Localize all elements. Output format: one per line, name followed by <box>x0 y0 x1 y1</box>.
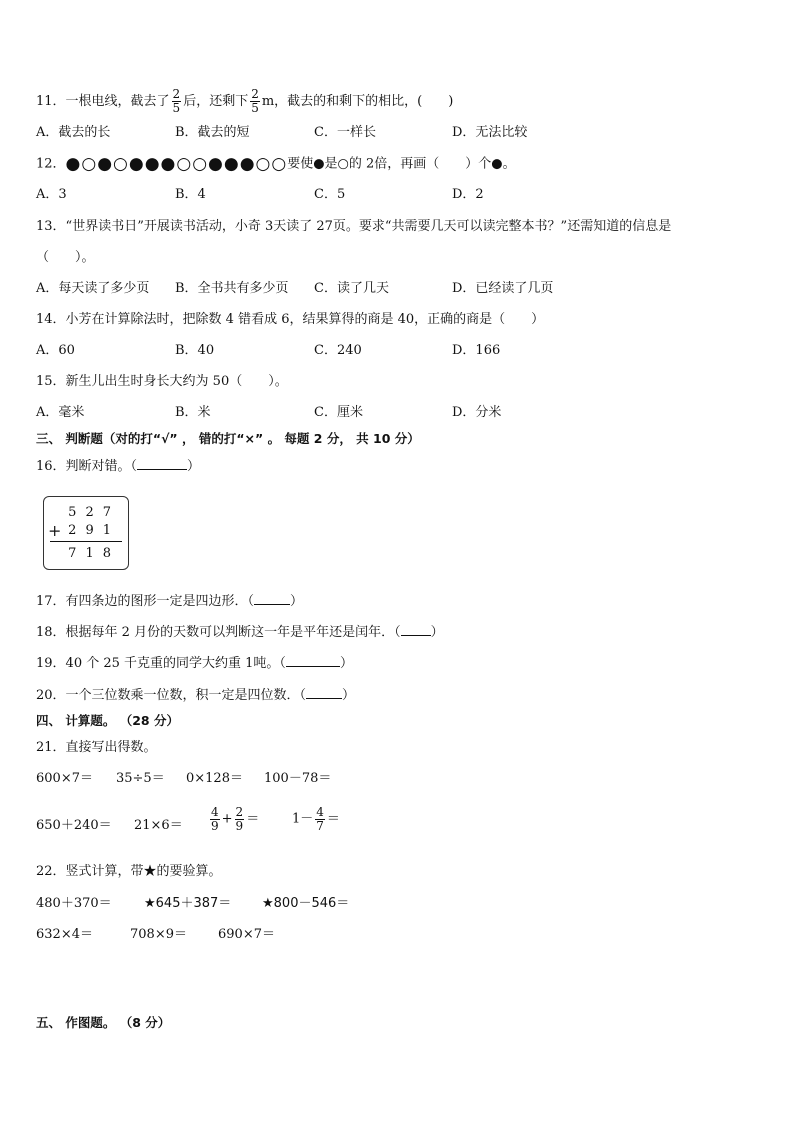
option-c[interactable]: C．5 <box>314 187 346 202</box>
addend-1: 527 <box>68 505 120 520</box>
answer-blank[interactable] <box>286 654 340 667</box>
section-heading-4: 四、 计算题。 （28 分） <box>36 713 179 728</box>
option-b[interactable]: B．40 <box>175 343 215 358</box>
question-12: 12．●○●○●●●○○●●●○○要使●是○的 2倍，再画（ ）个●。 <box>36 154 516 174</box>
option-a[interactable]: A．60 <box>36 343 75 358</box>
question-18: 18．根据每年 2 月份的天数可以判断这一年是平年还是闰年．（ ） <box>36 625 444 640</box>
calc-item-fraction-diff[interactable]: 1－ $\frac{4}{7}$ ＝ <box>292 805 340 833</box>
option-c[interactable]: C．读了几天 <box>314 281 389 296</box>
option-d[interactable]: D．已经读了几页 <box>452 281 554 296</box>
question-13: 13．“世界读书日”开展读书活动，小奇 3天读了 27页。要求“共需要几天可以读完整本书？”还需知道的信息是 <box>36 219 672 234</box>
question-20: 20．一个三位数乘一位数，积一定是四位数．（ ） <box>36 688 356 703</box>
question-17: 17．有四条边的图形一定是四边形．（ ） <box>36 594 304 609</box>
calc-item[interactable]: 632×4＝ <box>36 927 93 942</box>
calc-item[interactable]: 600×7＝ <box>36 771 93 786</box>
calc-item-verify[interactable]: ★645＋387＝ <box>144 896 232 911</box>
option-c[interactable]: C．一样长 <box>314 125 376 140</box>
calc-item[interactable]: 480＋370＝ <box>36 896 112 911</box>
vertical-addition-box <box>43 496 129 570</box>
option-a[interactable]: A．3 <box>36 187 67 202</box>
sum-line <box>50 541 122 542</box>
calc-item[interactable]: 21×6＝ <box>134 818 183 833</box>
addend-2: 291 <box>68 523 120 538</box>
plus-sign: + <box>48 521 62 540</box>
calc-item-fraction-sum[interactable]: $\frac{4}{9}$ + $\frac{2}{9}$ ＝ <box>211 805 260 833</box>
option-b[interactable]: B．截去的短 <box>175 125 250 140</box>
question-21: 21．直接写出得数。 <box>36 740 157 755</box>
question-22: 22．竖式计算，带★的要验算。 <box>36 864 222 879</box>
calc-item[interactable]: 708×9＝ <box>130 927 187 942</box>
option-b[interactable]: B．米 <box>175 405 211 420</box>
question-15: 15．新生儿出生时身长大约为 50（ ）。 <box>36 374 288 389</box>
calc-item[interactable]: 650＋240＝ <box>36 818 112 833</box>
option-d[interactable]: D．2 <box>452 187 484 202</box>
calc-item[interactable]: 690×7＝ <box>218 927 275 942</box>
section-heading-3: 三、 判断题（对的打“√” ， 错的打“×” 。 每题 2 分， 共 10 分） <box>36 431 420 446</box>
option-a[interactable]: A．毫米 <box>36 405 85 420</box>
fraction: $\frac{2}{5}$ <box>251 87 259 115</box>
calc-item[interactable]: 35÷5＝ <box>116 771 165 786</box>
dots-sequence: ●○●○●●●○○●●●○○ <box>65 154 288 174</box>
question-11: 11．一根电线，截去了 $\frac{2}{5}$ 后，还剩下 $\frac{2}{5}$ m，截去的和剩下的相比，( ) <box>36 87 454 115</box>
question-13-cont: （ ）。 <box>36 250 95 265</box>
calc-item[interactable]: 100－78＝ <box>264 771 332 786</box>
option-d[interactable]: D．无法比较 <box>452 125 528 140</box>
section-heading-5: 五、 作图题。 （8 分） <box>36 1015 171 1030</box>
option-d[interactable]: D．分米 <box>452 405 502 420</box>
option-c[interactable]: C．厘米 <box>314 405 363 420</box>
answer-blank[interactable] <box>137 457 187 470</box>
question-14: 14．小芳在计算除法时，把除数 4 错看成 6，结果算得的商是 40，正确的商是（ ） <box>36 312 545 327</box>
option-b[interactable]: B．全书共有多少页 <box>175 281 289 296</box>
answer-blank[interactable] <box>306 686 342 699</box>
sum: 718 <box>68 546 120 561</box>
answer-blank[interactable] <box>254 592 290 605</box>
option-c[interactable]: C．240 <box>314 343 362 358</box>
question-19: 19．40 个 25 千克重的同学大约重 1吨。（ ） <box>36 656 353 671</box>
option-a[interactable]: A．每天读了多少页 <box>36 281 150 296</box>
option-b[interactable]: B．4 <box>175 187 206 202</box>
option-d[interactable]: D．166 <box>452 343 501 358</box>
answer-blank[interactable] <box>401 623 431 636</box>
option-a[interactable]: A．截去的长 <box>36 125 111 140</box>
calc-item-verify[interactable]: ★800－546＝ <box>262 896 350 911</box>
fraction: $\frac{2}{5}$ <box>172 87 181 115</box>
question-16: 16．判断对错。（ ） <box>36 459 201 474</box>
calc-item[interactable]: 0×128＝ <box>186 771 243 786</box>
